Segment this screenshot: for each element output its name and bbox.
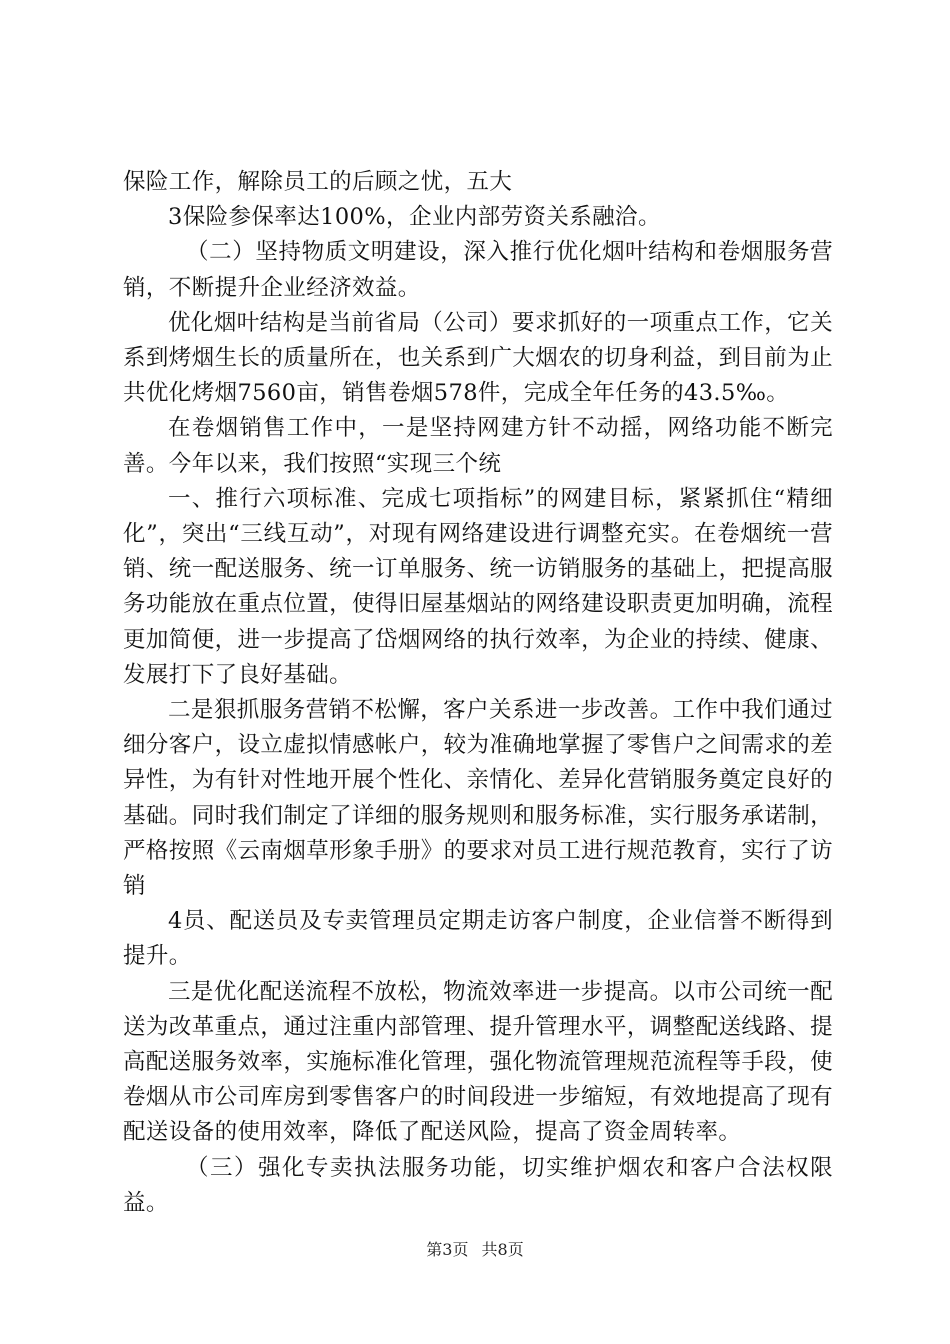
- page-number: 第3页: [426, 1240, 469, 1259]
- paragraph-4: 优化烟叶结构是当前省局（公司）要求抓好的一项重点工作，它关系到烤烟生长的质量所在，也关系到广大烟农的切身利益，到目前为止共优化烤烟7560亩，销售卷烟578件，完成全年任务的43.5‰。: [123, 309, 833, 407]
- paragraph-10: （三）强化专卖执法服务功能，切实维护烟农和客户合法权限益。: [123, 1154, 833, 1216]
- page-footer: [0, 1240, 950, 1260]
- paragraph-1: 保险工作，解除员工的后顾之忧，五大: [123, 169, 513, 195]
- paragraph-6: 一、推行六项标准、完成七项指标”的网建目标，紧紧抓住“精细化”，突出“三线互动”，对现有网络建设进行调整充实。在卷烟统一营销、统一配送服务、统一订单服务、统一访销服务的基础上，把提高服务功能放在重点位置，使得旧屋基烟站的网络建设职责更加明确，流程更加简便，进一步提高了岱烟网络的执行效率，为企业的持续、健康、发展打下了良好基础。: [123, 485, 833, 688]
- page-total: 共8页: [481, 1240, 524, 1259]
- paragraph-2: 3保险参保率达100%，企业内部劳资关系融洽。: [168, 204, 661, 231]
- paragraph-3: （二）坚持物质文明建设，深入推行优化烟叶结构和卷烟服务营销，不断提升企业经济效益。: [123, 239, 833, 301]
- paragraph-7: 二是狠抓服务营销不松懈，客户关系进一步改善。工作中我们通过细分客户，设立虚拟情感帐户，较为准确地掌握了零售户之间需求的差异性，为有针对性地开展个性化、亲情化、差异化营销服务奠定良好的基础。同时我们制定了详细的服务规则和服务标准，实行服务承诺制，严格按照《云南烟草形象手册》的要求对员工进行规范教育，实行了访销: [123, 697, 833, 900]
- paragraph-8: 4员、配送员及专卖管理员定期走访客户制度，企业信誉不断得到提升。: [123, 908, 833, 970]
- document-body: [123, 165, 833, 1221]
- paragraph-9: 三是优化配送流程不放松，物流效率进一步提高。以市公司统一配送为改革重点，通过注重内部管理、提升管理水平，调整配送线路、提高配送服务效率，实施标准化管理，强化物流管理规范流程等手段，使卷烟从市公司库房到零售客户的时间段进一步缩短，有效地提高了现有配送设备的使用效率，降低了配送风险，提高了资金周转率。: [123, 978, 833, 1146]
- paragraph-5: 在卷烟销售工作中，一是坚持网建方针不动摇，网络功能不断完善。今年以来，我们按照“实现三个统: [123, 415, 833, 477]
